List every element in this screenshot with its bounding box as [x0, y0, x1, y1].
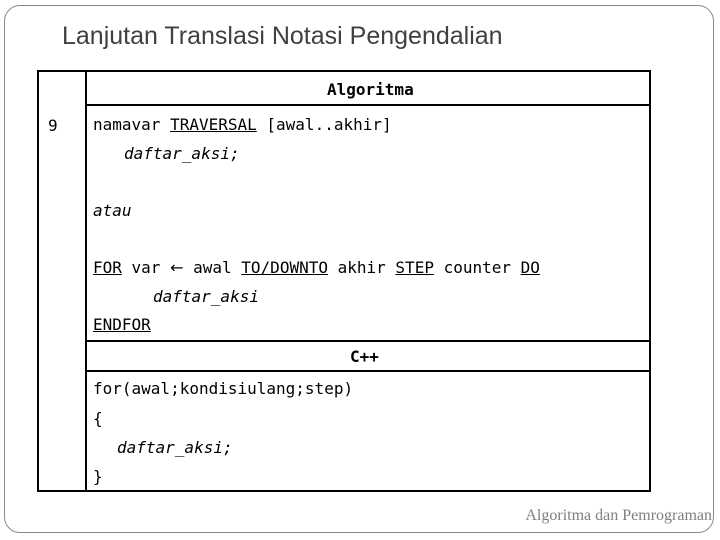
algo-traversal-keyword: TRAVERSAL — [170, 115, 257, 134]
algoritma-header: Algoritma — [327, 80, 414, 99]
cpp-header: C++ — [350, 347, 379, 366]
algo-line-endfor: ENDFOR — [93, 315, 151, 334]
algo-range: [awal..akhir] — [256, 115, 392, 134]
translation-table — [37, 70, 651, 492]
algo-var: var — [121, 258, 171, 277]
cpp-header-bottom-divider — [87, 370, 649, 372]
header-divider — [87, 104, 649, 106]
footer-course-name: Algoritma dan Pemrograman — [525, 507, 712, 524]
algo-todownto-keyword: TO/DOWNTO — [241, 258, 328, 277]
cpp-line-1: for(awal;kondisiulang;step) — [93, 379, 354, 398]
row-number: 9 — [48, 116, 58, 135]
algo-line-daftar-aksi: daftar_aksi — [153, 287, 259, 306]
algo-do-keyword: DO — [520, 258, 540, 277]
algo-line-2: daftar_aksi; — [124, 144, 240, 163]
algo-awal: awal — [183, 258, 242, 277]
column-divider — [85, 72, 87, 490]
slide-title: Lanjutan Translasi Notasi Pengendalian — [62, 22, 503, 50]
cpp-line-2: { — [93, 409, 103, 428]
cpp-line-3: daftar_aksi; — [117, 438, 233, 457]
algo-line-atau: atau — [93, 201, 132, 220]
algo-namavar: namavar — [93, 115, 171, 134]
cpp-line-4: } — [93, 467, 103, 486]
algo-counter: counter — [433, 258, 521, 277]
algo-for-keyword: FOR — [93, 258, 122, 277]
algo-line-1 — [93, 115, 392, 135]
algo-akhir: akhir — [327, 258, 396, 277]
algo-line-for — [93, 258, 540, 278]
assign-arrow-icon: ← — [170, 258, 184, 277]
algo-step-keyword: STEP — [395, 258, 434, 277]
cpp-header-top-divider — [87, 340, 649, 342]
